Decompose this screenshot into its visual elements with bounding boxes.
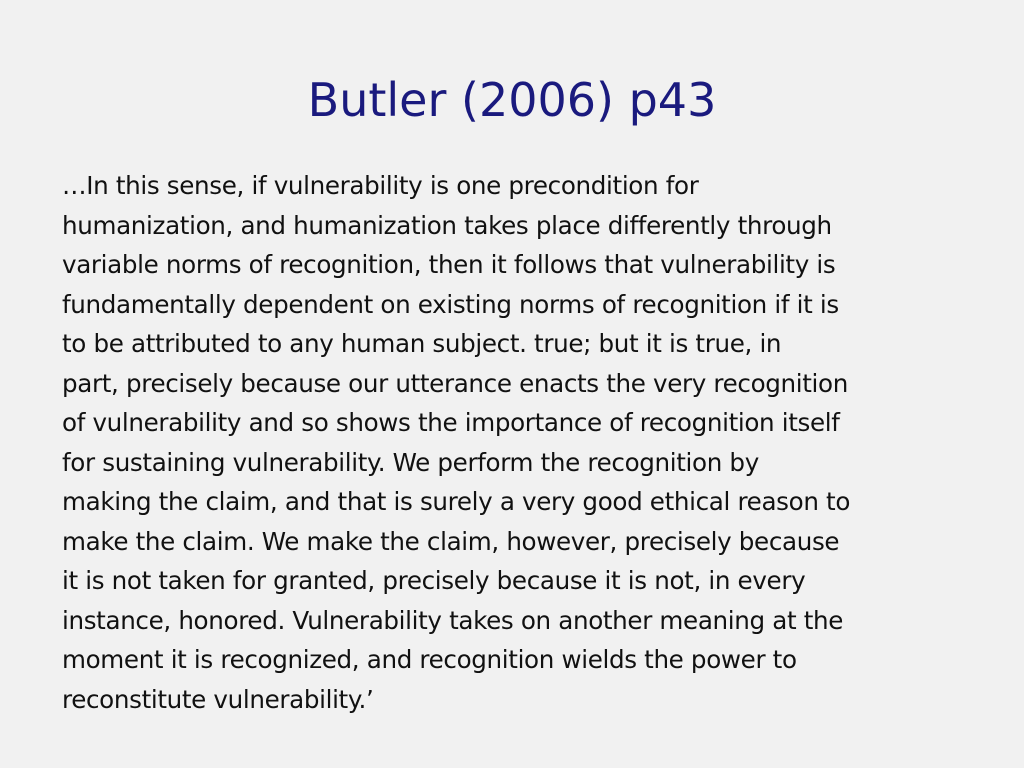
quote-line: humanization, and humanization takes place differently through (62, 210, 832, 240)
quote-line: part, precisely because our utterance enacts the very recognition (62, 368, 848, 398)
quote-body (62, 166, 974, 719)
quote-line: instance, honored. Vulnerability takes on another meaning at the (62, 605, 844, 635)
quote-line: make the claim. We make the claim, however, precisely because (62, 526, 840, 556)
quote-line: …In this sense, if vulnerability is one precondition for (62, 171, 699, 200)
quote-line: fundamentally dependent on existing norms of recognition if it is (62, 289, 839, 319)
quote-line: making the claim, and that is surely a very good ethical reason to (62, 487, 851, 516)
quote-line: it is not taken for granted, precisely because it is not, in every (62, 566, 806, 595)
slide-title: Butler (2006) p43 (307, 73, 717, 127)
quote-line: moment it is recognized, and recognition wields the power to (62, 645, 797, 674)
quote-line: for sustaining vulnerability. We perform the recognition by (62, 447, 759, 477)
quote-line: to be attributed to any human subject. true; but it is true, in (62, 329, 782, 358)
quote-line: reconstitute vulnerability.’ (62, 684, 374, 714)
quote-line: variable norms of recognition, then it follows that vulnerability is (62, 250, 836, 279)
quote-line: of vulnerability and so shows the importance of recognition itself (62, 408, 840, 437)
